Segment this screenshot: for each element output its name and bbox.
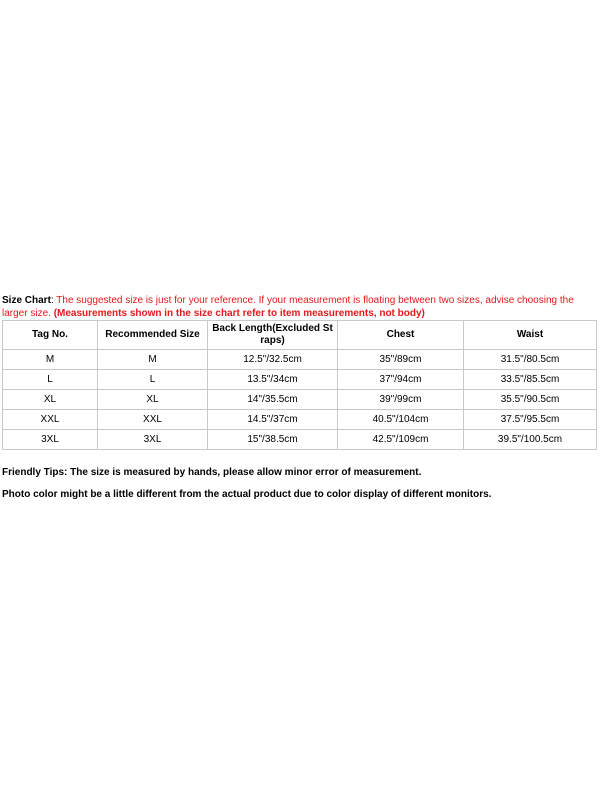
- cell-chest: 40.5"/104cm: [338, 410, 464, 430]
- cell-tag-no: XXL: [3, 410, 98, 430]
- table-header-row: [3, 321, 597, 350]
- cell-tag-no: 3XL: [3, 430, 98, 450]
- table-row: [3, 370, 597, 390]
- cell-chest: 42.5"/109cm: [338, 430, 464, 450]
- cell-chest: 37"/94cm: [338, 370, 464, 390]
- header-back-length: Back Length(Excluded St raps): [208, 321, 338, 350]
- table-row: [3, 350, 597, 370]
- cell-waist: 33.5"/85.5cm: [464, 370, 597, 390]
- size-chart-note-bold: (Measurements shown in the size chart refer to item measurements, not body): [53, 308, 425, 319]
- size-table: [2, 320, 597, 450]
- cell-back-length: 13.5"/34cm: [208, 370, 338, 390]
- cell-chest: 35"/89cm: [338, 350, 464, 370]
- size-chart-intro: [2, 294, 596, 320]
- header-tag-no: Tag No.: [3, 321, 98, 350]
- header-waist: Waist: [464, 321, 597, 350]
- cell-recommended-size: M: [98, 350, 208, 370]
- cell-waist: 39.5"/100.5cm: [464, 430, 597, 450]
- cell-recommended-size: XL: [98, 390, 208, 410]
- cell-back-length: 15"/38.5cm: [208, 430, 338, 450]
- cell-tag-no: M: [3, 350, 98, 370]
- cell-tag-no: XL: [3, 390, 98, 410]
- cell-recommended-size: 3XL: [98, 430, 208, 450]
- cell-chest: 39"/99cm: [338, 390, 464, 410]
- cell-waist: 31.5"/80.5cm: [464, 350, 597, 370]
- table-row: [3, 390, 597, 410]
- size-chart-note: The suggested size is just for your reference. If your measurement is floating between two sizes, advise choosing the larger size.: [2, 295, 574, 319]
- cell-back-length: 12.5"/32.5cm: [208, 350, 338, 370]
- header-recommended-size: Recommended Size: [98, 321, 208, 350]
- cell-recommended-size: XXL: [98, 410, 208, 430]
- cell-waist: 37.5"/95.5cm: [464, 410, 597, 430]
- size-chart-label: Size Chart: [2, 295, 51, 306]
- photo-color-note: Photo color might be a little different from the actual product due to color display of different monitors.: [2, 489, 492, 500]
- cell-back-length: 14.5"/37cm: [208, 410, 338, 430]
- header-chest: Chest: [338, 321, 464, 350]
- size-chart-colon: :: [50, 295, 54, 306]
- cell-recommended-size: L: [98, 370, 208, 390]
- table-row: [3, 430, 597, 450]
- cell-tag-no: L: [3, 370, 98, 390]
- table-row: [3, 410, 597, 430]
- friendly-tips-text: Friendly Tips: The size is measured by hands, please allow minor error of measurement.: [2, 467, 422, 478]
- cell-waist: 35.5"/90.5cm: [464, 390, 597, 410]
- cell-back-length: 14"/35.5cm: [208, 390, 338, 410]
